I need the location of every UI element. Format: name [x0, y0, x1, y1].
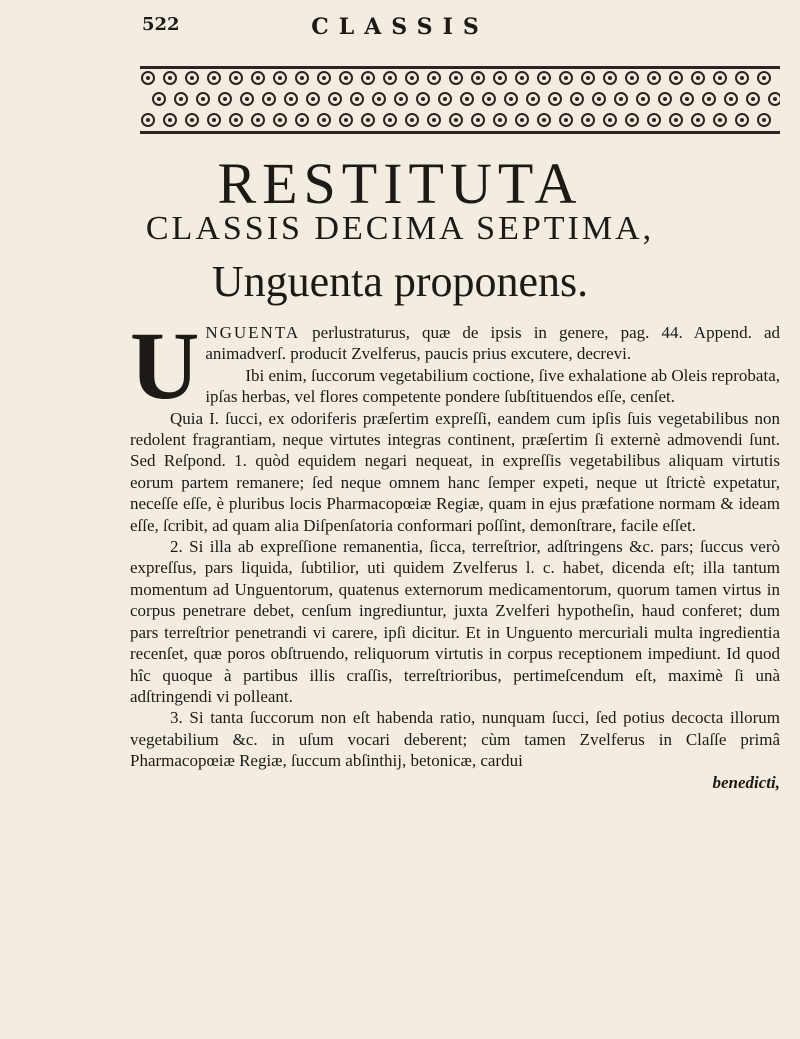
paragraph-4: 2. Si illa ab expreſſione remanentia, ſicca, terreſtrior, adſtringens &c. pars; ſuccus verò expreſſus, pars liquida, ſubtilior, uti quidem Zvelferus l. c. habet, dicenda eſt; illa tantum momentum ad Unguentorum, quatenus externorum medicamentorum, quorum tamen virtus in corpus penetrare debet, cenſum ingrediuntur, juxta Zvelferi hypotheſin, haud conferet; dum pars terreſtrior penetrandi vi carere, ipſi dicitur. Et in Unguento mercuriali multa ingredientia recenſet, quæ poros obſtruendo, reliquorum virtutis in corpus receptionem impediunt. Id quod hîc quoque à partibus illis craſſis, terreſtrioribus, pertimeſcendum eſt, maximè ſi unà adſtringendi vi polleant. — [130, 537, 780, 706]
paragraph-3: Quia I. ſucci, ex odoriferis præſertim expreſſi, eandem cum ipſis ſuis vegetabilibus non redolent fragrantiam, neque virtutes integras continent, præſertim ſi externè admovendi ſunt. Sed Reſpond. 1. quòd equidem negari nequeat, in expreſſis vegetabilibus aliquam virtutis eorum partem remanere; ſed neque omnem hanc ſemper expeti, neque ut ſtrictè expetatur, neceſſe eſſe, è pluribus locis Pharmacopœiæ Regiæ, quam in ejus præfatione normam & ideam eſſe, ſcribit, ad quam alia Diſpenſatoria conformari poſſint, demonſtrare, facile eſſet. — [130, 408, 780, 535]
ornament-dot — [179, 97, 183, 101]
ornament-dot — [234, 118, 238, 122]
ornament-dot — [729, 97, 733, 101]
ornament-dot — [740, 118, 744, 122]
ornament-dot — [355, 97, 359, 101]
ornament-dot — [773, 97, 777, 101]
ornament-dot — [630, 118, 634, 122]
ornament-dot — [454, 76, 458, 80]
ornament-dot — [641, 97, 645, 101]
ornament-dot — [256, 118, 260, 122]
paragraph-1-text: perlustraturus, quæ de ipsis in genere, pag. 44. Append. ad animadverſ. producit Zvelferus, paucis prius excutere, decrevi. — [205, 323, 780, 364]
ornament-dot — [509, 97, 513, 101]
ornament-dot — [157, 97, 161, 101]
body-text — [130, 312, 780, 793]
ornament-dot — [454, 118, 458, 122]
ornament-dot — [498, 118, 502, 122]
paragraph-5: 3. Si tanta ſuccorum non eſt habenda ratio, nunquam ſucci, ſed potius decocta illorum vegetabilium &c. in uſum vocari deberent; cùm tamen Zvelferus in Claſſe primâ Pharmacopœiæ Regiæ, ſuccum abſinthij, betonicæ, cardui — [130, 708, 780, 771]
ornament-dot — [300, 76, 304, 80]
paragraph-2: Ibi enim, ſuccorum vegetabilium coctione, ſive exhalatione ab Oleis reprobata, ipſas herbas, vel flores competente pondere ſubſtituendos eſſe, cenſet. — [205, 365, 780, 407]
page-number: 522 — [142, 14, 180, 35]
ornament-dot — [333, 97, 337, 101]
ornament-dot — [531, 97, 535, 101]
ornament-dot — [234, 76, 238, 80]
ornament-dot — [267, 97, 271, 101]
ornament-dot — [146, 76, 150, 80]
ornament-dot — [619, 97, 623, 101]
ornament-dot — [421, 97, 425, 101]
section-subtitle: CLASSIS DECIMA SEPTIMA, — [145, 210, 655, 247]
ornament-dot — [762, 76, 766, 80]
opening-word: NGUENTA — [205, 323, 301, 342]
ornament-dot — [542, 118, 546, 122]
ornament-dot — [190, 76, 194, 80]
ornament-dot — [168, 76, 172, 80]
ornament-dot — [212, 118, 216, 122]
ornament-dot — [608, 76, 612, 80]
ornament-dot — [322, 118, 326, 122]
ornament-dot — [278, 118, 282, 122]
ornament-dot — [344, 118, 348, 122]
ornament-dot — [586, 118, 590, 122]
ornament-dot — [289, 97, 293, 101]
ornament-dot — [465, 97, 469, 101]
ornament-dot — [256, 76, 260, 80]
ornament-dot — [718, 118, 722, 122]
ornament-dot — [190, 118, 194, 122]
ornament-dot — [245, 97, 249, 101]
drop-cap: U — [130, 312, 200, 419]
ornament-dot — [575, 97, 579, 101]
ornament-dot — [751, 97, 755, 101]
ornament-dot — [707, 97, 711, 101]
ornament-dot — [564, 76, 568, 80]
ornament-dot — [311, 97, 315, 101]
ornament-dot — [674, 118, 678, 122]
ornament-dot — [212, 76, 216, 80]
ornament-dot — [322, 76, 326, 80]
ornament-dot — [388, 76, 392, 80]
ornament-dot — [432, 76, 436, 80]
ornament-dot — [520, 118, 524, 122]
ornament-dot — [443, 97, 447, 101]
section-title: RESTITUTA — [217, 151, 583, 216]
section-heading: Unguenta proponens. — [211, 257, 589, 306]
ornament-dot — [685, 97, 689, 101]
ornament-dot — [410, 76, 414, 80]
ornament-dot — [542, 76, 546, 80]
ornament-dot — [344, 76, 348, 80]
ornament-dot — [652, 76, 656, 80]
running-title: CLASSIS — [311, 14, 489, 40]
ornament-dot — [740, 76, 744, 80]
ornament-dot — [377, 97, 381, 101]
ornament-dot — [410, 118, 414, 122]
ornament-dot — [630, 76, 634, 80]
ornament-dot — [597, 97, 601, 101]
ornament-dot — [201, 97, 205, 101]
ornament-dot — [366, 118, 370, 122]
paragraph-1 — [130, 322, 780, 365]
ornament-dot — [663, 97, 667, 101]
ornament-dot — [674, 76, 678, 80]
ornament-dot — [696, 118, 700, 122]
ornament-dot — [146, 118, 150, 122]
ornament-dot — [388, 118, 392, 122]
ornament-dot — [553, 97, 557, 101]
ornament-dot — [696, 76, 700, 80]
ornament-dot — [399, 97, 403, 101]
ornament-dot — [168, 118, 172, 122]
ornament-dot — [223, 97, 227, 101]
ornament-dot — [564, 118, 568, 122]
ornament-dot — [652, 118, 656, 122]
ornament-dot — [608, 118, 612, 122]
running-head — [0, 12, 800, 52]
ornament-dot — [366, 76, 370, 80]
ornament-dot — [718, 76, 722, 80]
ornament-dot — [498, 76, 502, 80]
catchword: benedicti, — [712, 772, 780, 792]
ornament-dot — [762, 118, 766, 122]
ornament-dot — [476, 118, 480, 122]
ornament-dot — [278, 76, 282, 80]
ornament-dot — [586, 76, 590, 80]
ornament-dot — [300, 118, 304, 122]
ornament-dot — [520, 76, 524, 80]
ornament-dot — [487, 97, 491, 101]
ornament-band — [140, 66, 780, 134]
ornament-dot — [432, 118, 436, 122]
ornament-dot — [476, 76, 480, 80]
